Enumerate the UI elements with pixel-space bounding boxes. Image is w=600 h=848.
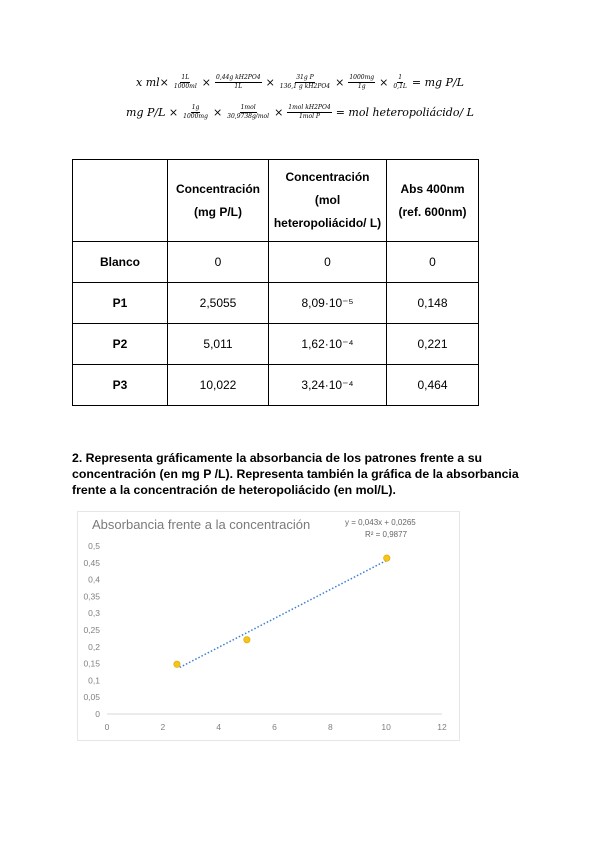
fraction-denominator: 1000ml bbox=[173, 83, 197, 90]
fraction-denominator: 136,1 g kH2PO4 bbox=[279, 83, 331, 90]
y-tick-label: 0,4 bbox=[88, 574, 100, 585]
y-tick-label: 0,1 bbox=[88, 675, 100, 686]
fraction-denominator: 1g bbox=[357, 83, 366, 90]
trendline-formula: y = 0,043x + 0,0265 bbox=[345, 518, 416, 527]
cell-mol: 1,62·10⁻⁴ bbox=[269, 324, 387, 365]
fraction-denominator: 1mol P bbox=[298, 113, 320, 120]
header-abs: Abs 400nm (ref. 600nm) bbox=[387, 160, 479, 242]
equation-2-rhs: = mol heteropoliácido/ L bbox=[335, 106, 474, 119]
x-tick-label: 0 bbox=[104, 722, 110, 732]
trendline bbox=[180, 560, 388, 668]
fraction-denominator: 1000mg bbox=[183, 113, 208, 120]
x-tick-label: 12 bbox=[437, 722, 447, 732]
header-conc-mg: Concentración (mg P/L) bbox=[168, 160, 269, 242]
x-tick-label: 8 bbox=[327, 722, 333, 732]
fraction-numerator: 31g P bbox=[296, 74, 314, 81]
cell-mol: 8,09·10⁻⁵ bbox=[269, 283, 387, 324]
times-sign: × bbox=[274, 106, 284, 119]
equation-1-rhs: = mg P/L bbox=[411, 76, 464, 89]
cell-mol: 3,24·10⁻⁴ bbox=[269, 365, 387, 406]
row-label: P3 bbox=[73, 365, 168, 406]
cell-abs: 0,221 bbox=[387, 324, 479, 365]
fraction-denominator: 1L bbox=[234, 83, 243, 90]
y-tick-label: 0,25 bbox=[83, 625, 100, 635]
times-sign: × bbox=[265, 76, 275, 89]
y-tick-label: 0,15 bbox=[83, 658, 100, 669]
question-text: 2. Representa gráficamente la absorbancia de los patrones frente a su concentración (en mg P /L). Representa también la gráfica de la absorbancia frente a la concentración de heteropoliácido (en mol/L). bbox=[72, 451, 519, 497]
row-label: P1 bbox=[73, 283, 168, 324]
trendline-r2: R² = 0,9877 bbox=[365, 530, 408, 539]
data-point bbox=[244, 637, 250, 643]
y-tick-label: 0,05 bbox=[83, 692, 100, 703]
times-sign: × bbox=[335, 76, 345, 89]
cell-abs: 0,148 bbox=[387, 283, 479, 324]
fraction-denominator: 0,1L bbox=[393, 83, 407, 90]
y-tick-label: 0,35 bbox=[83, 591, 100, 602]
data-point bbox=[174, 661, 180, 667]
fraction-numerator: 1 bbox=[398, 74, 403, 81]
fraction-numerator: 1g bbox=[191, 104, 200, 111]
data-point bbox=[384, 555, 390, 561]
cell-abs: 0,464 bbox=[387, 365, 479, 406]
fraction-numerator: 1mol kH2PO4 bbox=[288, 104, 331, 111]
fraction-numerator: 1mol bbox=[240, 104, 256, 111]
cell-mg: 0 bbox=[168, 242, 269, 283]
x-tick-label: 4 bbox=[216, 722, 222, 732]
y-tick-label: 0,5 bbox=[88, 541, 100, 551]
cell-mg: 2,5055 bbox=[168, 283, 269, 324]
x-tick-label: 6 bbox=[272, 722, 277, 732]
times-sign: × bbox=[212, 106, 223, 119]
fraction-numerator: 0,44g kH2PO4 bbox=[216, 74, 261, 81]
chart-title: Absorbancia frente a la concentración bbox=[92, 517, 311, 532]
y-tick-label: 0 bbox=[95, 709, 100, 719]
row-label: P2 bbox=[73, 324, 168, 365]
header-conc-mol: Concentración (mol heteropoliácido/ L) bbox=[269, 160, 387, 242]
row-label: Blanco bbox=[73, 242, 168, 283]
y-tick-label: 0,45 bbox=[83, 557, 100, 568]
times-sign: × bbox=[201, 76, 211, 89]
cell-mg: 5,011 bbox=[168, 324, 269, 365]
x-tick-label: 10 bbox=[381, 722, 391, 732]
times-sign: × bbox=[379, 76, 389, 89]
cell-mg: 10,022 bbox=[168, 365, 269, 406]
cell-mol: 0 bbox=[269, 242, 387, 283]
y-tick-label: 0,3 bbox=[88, 608, 100, 619]
fraction-numerator: 1000mg bbox=[349, 74, 375, 81]
equation-1-lhs: x ml× bbox=[136, 76, 169, 89]
fraction-numerator: 1L bbox=[181, 74, 190, 81]
fraction-denominator: 30,9738g/mol bbox=[227, 113, 270, 120]
x-tick-label: 2 bbox=[160, 722, 166, 732]
y-tick-label: 0,2 bbox=[88, 641, 100, 652]
cell-abs: 0 bbox=[387, 242, 479, 283]
equation-2-lhs: mg P/L × bbox=[126, 106, 179, 119]
